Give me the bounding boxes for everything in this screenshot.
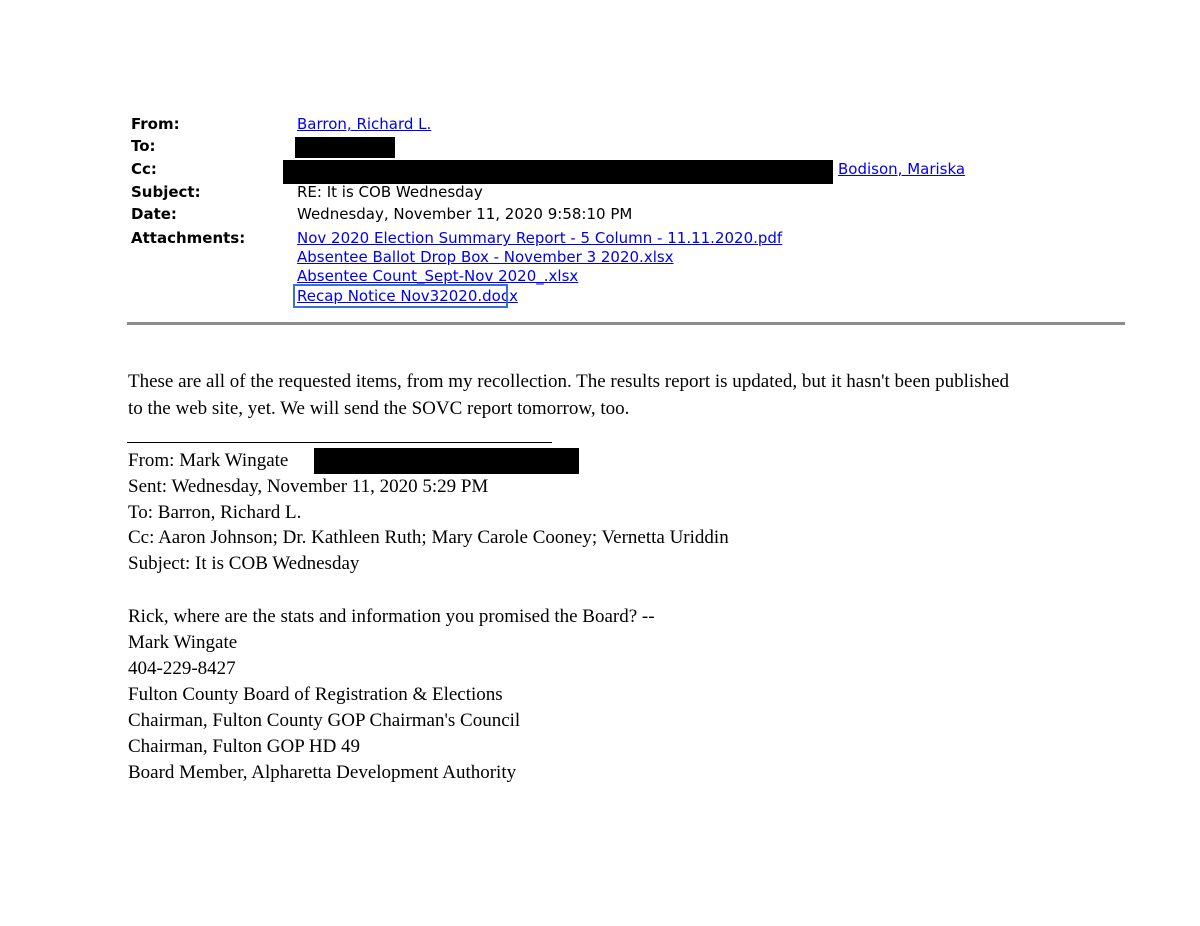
signature-line: 404-229-8427 <box>128 658 236 679</box>
subject-label: Subject: <box>131 183 201 201</box>
date-label: Date: <box>131 205 177 223</box>
signature-line: Mark Wingate <box>128 632 238 653</box>
quoted-to: To: Barron, Richard L. <box>128 502 302 523</box>
quoted-sent: Sent: Wednesday, November 11, 2020 5:29 PM <box>128 476 489 497</box>
body-line: These are all of the requested items, from my recollection. The results report is updated, but it hasn't been published <box>128 371 1010 392</box>
body-line: to the web site, yet. We will send the SOVC report tomorrow, too. <box>128 398 630 419</box>
cc-label: Cc: <box>131 160 157 178</box>
signature-line: Chairman, Fulton County GOP Chairman's Council <box>128 710 521 731</box>
email-redaction <box>314 448 579 474</box>
signature-line: Fulton County Board of Registration & Elections <box>128 684 503 705</box>
quoted-subject: Subject: It is COB Wednesday <box>128 553 360 574</box>
attachment-link[interactable]: Nov 2020 Election Summary Report - 5 Column - 11.11.2020.pdf <box>297 229 783 247</box>
attachment-link[interactable]: Absentee Count_Sept-Nov 2020_.xlsx <box>297 267 579 285</box>
header-divider <box>127 322 1125 325</box>
to-label: To: <box>131 137 156 155</box>
cc-redaction <box>283 160 833 184</box>
signature-line: Chairman, Fulton GOP HD 49 <box>128 736 361 757</box>
to-redaction <box>295 137 395 158</box>
date-value: Wednesday, November 11, 2020 9:58:10 PM <box>297 205 633 223</box>
subject-value: RE: It is COB Wednesday <box>297 183 483 201</box>
attachments-label: Attachments: <box>131 229 246 247</box>
focus-outline <box>293 284 508 308</box>
quote-divider <box>127 442 552 443</box>
quoted-from: From: Mark Wingate <box>128 450 289 471</box>
signature-line: Board Member, Alpharetta Development Authority <box>128 762 517 783</box>
from-sender-link[interactable]: Barron, Richard L. <box>297 115 432 133</box>
cc-recipient-link[interactable]: Bodison, Mariska <box>838 160 966 178</box>
quoted-message: Rick, where are the stats and information you promised the Board? -- <box>128 606 655 627</box>
from-label: From: <box>131 115 180 133</box>
attachment-link-focused[interactable]: Recap Notice Nov32020.docx <box>297 287 518 305</box>
attachment-link[interactable]: Absentee Ballot Drop Box - November 3 2020.xlsx <box>297 248 674 266</box>
quoted-cc: Cc: Aaron Johnson; Dr. Kathleen Ruth; Mary Carole Cooney; Vernetta Uriddin <box>128 527 729 548</box>
